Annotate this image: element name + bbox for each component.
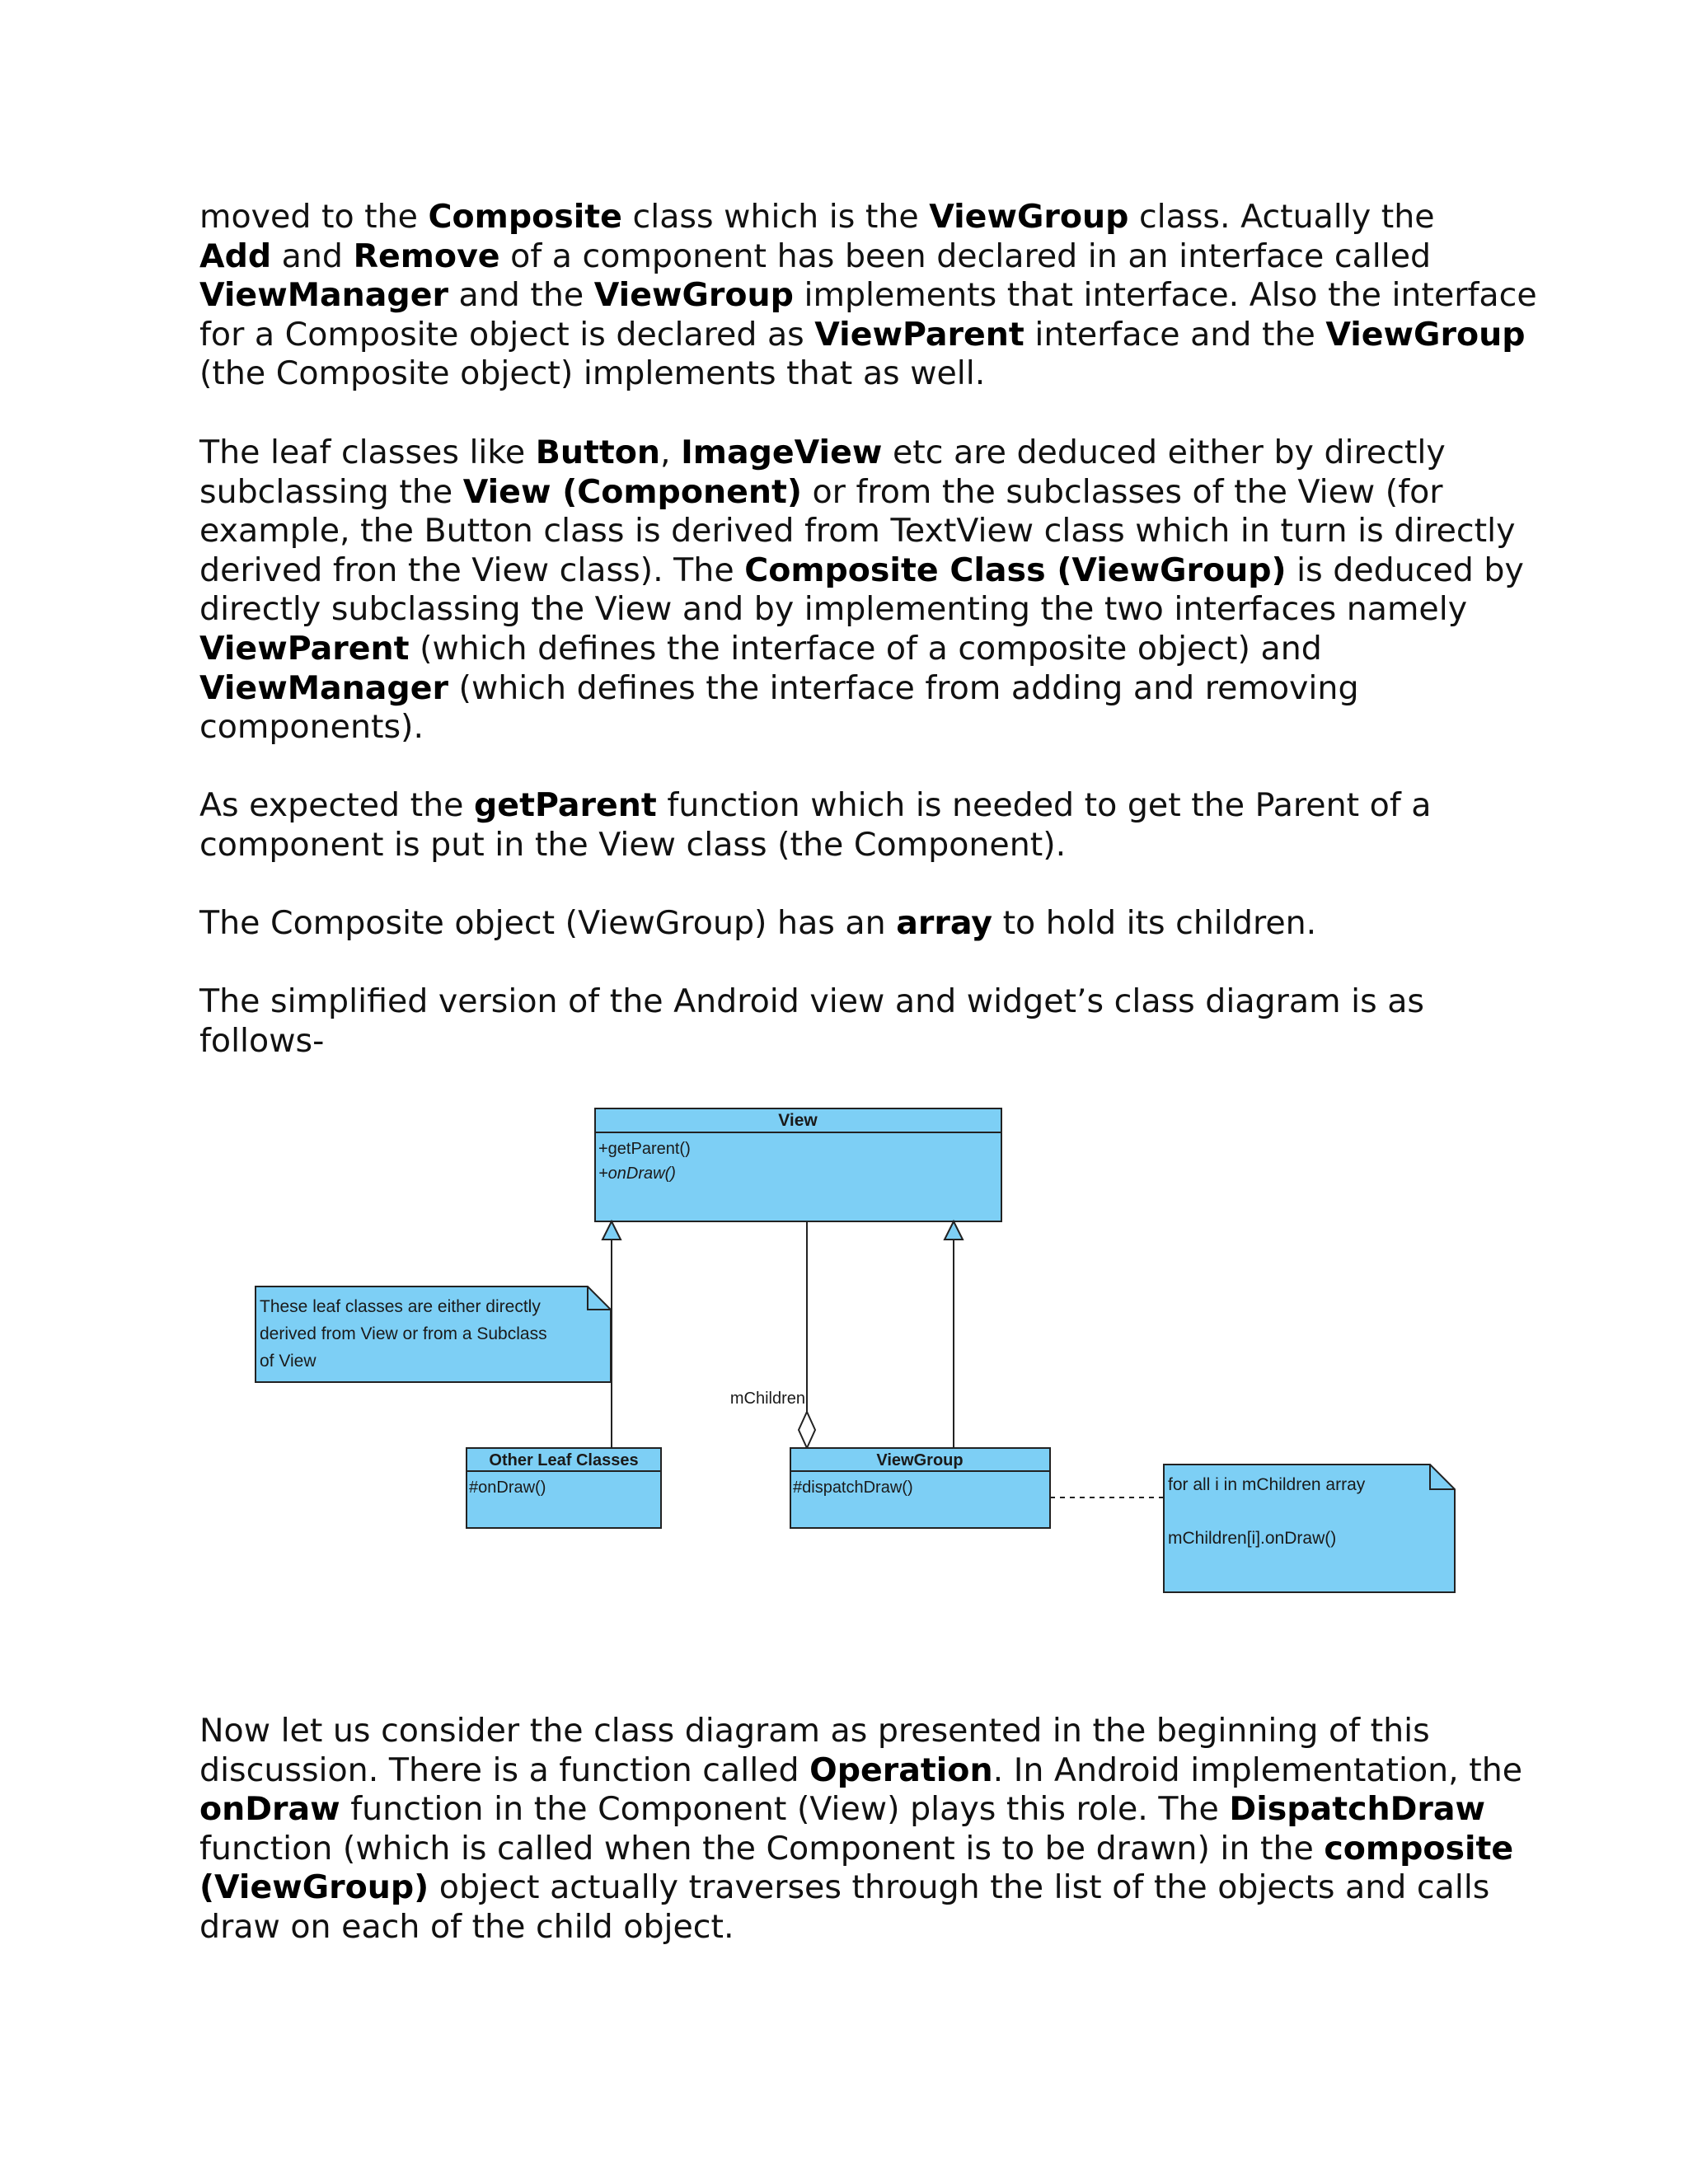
view-class-box (595, 1108, 1001, 1221)
paragraph-composite-intro: moved to the Composite class which is the ViewGroup class. Actually the Add and Remove of a component has been declared in an interface called ViewManager and the ViewGroup implements that interface. Also the interface for a Composite object is declared as ViewParent interface and the ViewGroup (the Composite object) implements that as well. (199, 198, 1537, 393)
aggregation-diamond (799, 1412, 815, 1448)
aggregation-label: mChildren (729, 1390, 805, 1408)
viewgroup-class-box (790, 1448, 1050, 1528)
leaf-inheritance-arrow (603, 1221, 621, 1240)
dispatch-note (1164, 1465, 1455, 1592)
view-method-getparent: +getParent() (598, 1140, 691, 1158)
dispatch-note-line-2: mChildren[i].onDraw() (1168, 1529, 1337, 1548)
leaf-note-line-3: of View (260, 1352, 316, 1371)
paragraph-operation: Now let us consider the class diagram as presented in the beginning of this discussion. There is a function called Operation. In Android implementation, the onDraw function in the Component (View) plays this role. The DispatchDraw function (which is called when the Component is to be drawn) in the composite (ViewGroup) object actually traverses through the list of the objects and calls draw on each of the child object. (199, 1712, 1523, 1946)
paragraph-getparent: As expected the getParent function which is needed to get the Parent of a component is put in the View class (the Component). (199, 786, 1432, 864)
leaf-method-ondraw: #onDraw() (469, 1479, 546, 1497)
leaf-class-box (467, 1448, 661, 1528)
class-diagram (0, 1088, 1688, 1615)
leaf-class-name: Other Leaf Classes (489, 1451, 639, 1469)
viewgroup-class-name: ViewGroup (876, 1451, 964, 1469)
dispatch-note-line-1: for all i in mChildren array (1168, 1475, 1366, 1494)
leaf-note-line-2: derived from View or from a Subclass (260, 1324, 547, 1343)
viewgroup-inheritance-arrow (945, 1221, 963, 1240)
paragraph-diagram-intro: The simplified version of the Android view and widget’s class diagram is as follows- (199, 982, 1424, 1060)
paragraph-array: The Composite object (ViewGroup) has an array to hold its children. (199, 904, 1317, 942)
view-class-name: View (778, 1111, 818, 1130)
viewgroup-method-dispatchdraw: #dispatchDraw() (793, 1479, 913, 1497)
paragraph-leaf-classes: The leaf classes like Button, ImageView etc are deduced either by directly subclassing the View (Component) or from the subclasses of the View (for example, the Button class is derived from TextView class which in turn is directly derived fron the View class). The Composite Class (ViewGroup) is deduced by directly subclassing the View and by implementing the two interfaces namely ViewParent (which defines the interface of a composite object) and ViewManager (which defines the interface from adding and removing components). (199, 434, 1524, 747)
leaf-note (256, 1286, 611, 1382)
view-method-ondraw: +onDraw() (598, 1165, 676, 1183)
leaf-note-line-1: These leaf classes are either directly (260, 1297, 541, 1316)
